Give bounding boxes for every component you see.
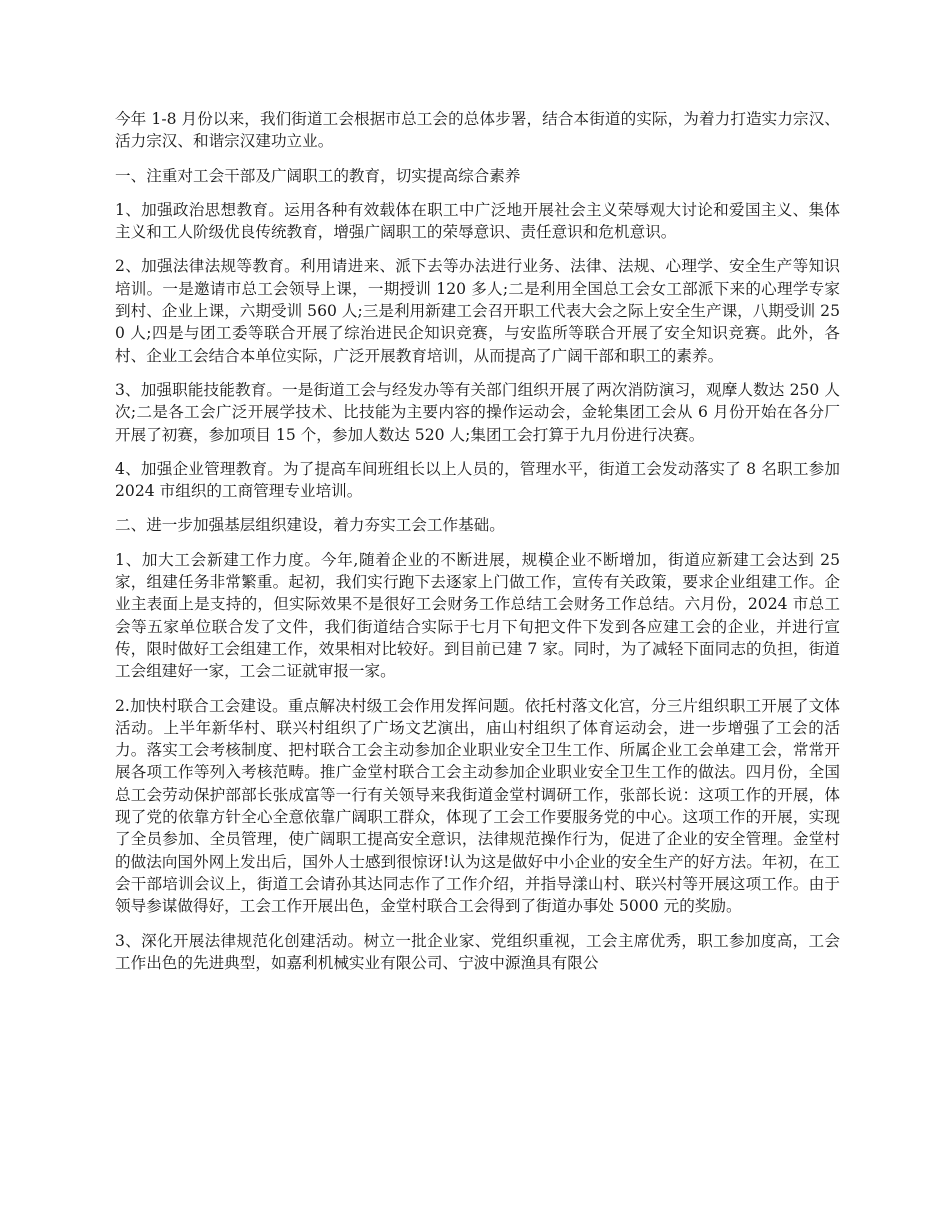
paragraph-legal-standardization: 3、深化开展法律规范化创建活动。树立一批企业家、党组织重视，工会主席优秀，职工参加度高，工会工作出色的先进典型，如嘉利机械实业有限公司、宁波中源渔具有限公	[115, 931, 840, 972]
section-heading-1: 一、注重对工会干部及广阔职工的教育，切实提高综合素养	[115, 166, 521, 185]
paragraph-management-education: 4、加强企业管理教育。为了提高车间班组长以上人员的，管理水平，街道工会发动落实了 8 名职工参加 2024 市组织的工商管理专业培训。	[115, 459, 840, 501]
paragraph-skills-education: 3、加强职能技能教育。一是街道工会与经发办等有关部门组织开展了两次消防演习，观摩人数达 250 人次;二是各工会广泛开展学技术、比技能为主要内容的操作运动会，金轮集团工会从 6 月份开始在各分厂开展了初赛，参加项目 15 个，参加人数达 520 人;集团工会打算于九月份进行决赛。	[115, 380, 840, 444]
paragraph-legal-education: 2、加强法律法规等教育。利用请进来、派下去等办法进行业务、法律、法规、心理学、安全生产等知识培训。一是邀请市总工会领导上课，一期授训 120 多人;二是利用全国总工会女工部派下来的心理学专家到村、企业上课，六期受训 560 人;三是利用新建工会召开职工代表大会之际上安全生产课，八期受训 250 人;四是与团工委等联合开展了综治进民企知识竞赛，与安监所等联合开展了安全知识竞赛。此外，各村、企业工会结合本单位实际，广泛开展教育培训，从而提高了广阔干部和职工的素养。	[115, 257, 840, 365]
document-body	[115, 108, 840, 986]
paragraph-political-education: 1、加强政治思想教育。运用各种有效载体在职工中广泛地开展社会主义荣辱观大讨论和爱国主义、集体主义和工人阶级优良传统教育，增强广阔职工的荣辱意识、责任意识和危机意识。	[115, 200, 840, 242]
section-heading-2: 二、进一步加强基层组织建设，着力夯实工会工作基础。	[115, 516, 505, 535]
paragraph-village-unions: 2.加快村联合工会建设。重点解决村级工会作用发挥问题。依托村落文化宫，分三片组织职工开展了文体活动。上半年新华村、联兴村组织了广场文艺演出，庙山村组织了体育运动会，进一步增强了工会的活力。落实工会考核制度、把村联合工会主动参加企业职业安全卫生工作、所属企业工会单建工会，常常开展各项工作等列入考核范畴。推广金堂村联合工会主动参加企业职业安全卫生工作的做法。四月份，全国总工会劳动保护部部长张成富等一行有关领导来我街道金堂村调研工作，张部长说：这项工作的开展，体现了党的依靠方针全心全意依靠广阔职工群众，体现了工会工作要服务党的中心。这项工作的开展，实现了全员参加、全员管理，使广阔职工提高安全意识，法律规范操作行为，促进了企业的安全管理。金堂村的做法向国外网上发出后，国外人士感到很惊讶!认为这是做好中小企业的安全生产的好方法。年初，在工会干部培训会议上，街道工会请孙其达同志作了工作介绍，并指导漾山村、联兴村等开展这项工作。由于领导参谋做得好，工会工作开展出色，金堂村联合工会得到了街道办事处 5000 元的奖励。	[115, 696, 840, 916]
paragraph-new-unions: 1、加大工会新建工作力度。今年,随着企业的不断进展，规模企业不断增加，街道应新建工会达到 25 家，组建任务非常繁重。起初，我们实行跑下去逐家上门做工作，宣传有关政策，要求企业组建工作。企业主表面上是支持的，但实际效果不是很好工会财务工作总结工会财务工作总结。六月份，2024 市总工会等五家单位联合发了文件，我们街道结合实际于七月下旬把文件下发到各应建工会的企业，并进行宣传，限时做好工会组建工作，效果相对比较好。到目前已建 7 家。同时，为了减轻下面同志的负担，街道工会组建好一家，工会二证就审报一家。	[115, 550, 840, 681]
intro-paragraph: 今年 1-8 月份以来，我们街道工会根据市总工会的总体步署，结合本街道的实际，为着力打造实力宗汉、活力宗汉、和谐宗汉建功立业。	[115, 110, 840, 151]
